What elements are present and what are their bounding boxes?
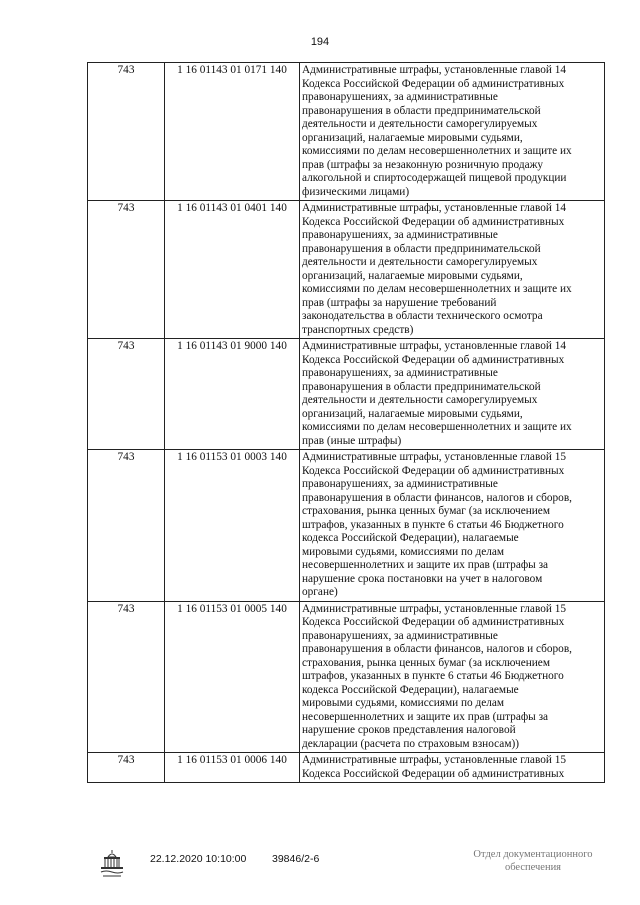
description-line: нарушение срока постановки на учет в налоговом <box>302 572 543 585</box>
kbk-code-cell: 1 16 01153 01 0005 140 <box>165 601 300 753</box>
description-line: правонарушения в области предпринимательской <box>302 104 541 117</box>
description-line: прав (штрафы за незаконную розничную продажу <box>302 158 544 171</box>
description-line: штрафов, указанных в пункте 6 статьи 46 Бюджетного <box>302 518 564 531</box>
description-line: штрафов, указанных в пункте 6 статьи 46 Бюджетного <box>302 670 564 682</box>
table-row <box>88 450 605 602</box>
department-stamp <box>448 848 618 874</box>
revenue-description-cell <box>300 201 605 339</box>
description-line: мировыми судьями, комиссиями по делам <box>302 697 505 709</box>
description-line: Административные штрафы, установленные главой 15 <box>302 602 567 615</box>
description-line: декларации (расчета по страховым взносам)) <box>302 737 519 750</box>
kbk-code-cell: 1 16 01153 01 0006 140 <box>165 753 300 783</box>
description-line: страхования, рынка ценных бумаг (за исключением <box>302 656 550 669</box>
description-line: кодекса Российской Федерации), налагаемые <box>302 532 519 544</box>
table-row <box>88 601 605 753</box>
description-line: правонарушениях, за административные <box>302 367 498 379</box>
description-line: правонарушения в области финансов, налогов и сборов, <box>302 643 572 655</box>
kbk-code-cell: 1 16 01143 01 0401 140 <box>165 201 300 339</box>
admin-code-cell: 743 <box>88 339 165 450</box>
duma-building-logo-icon <box>98 848 126 878</box>
footer-date: 22.12.2020 10:10:00 <box>150 853 247 865</box>
description-line: правонарушениях, за административные <box>302 229 498 241</box>
description-line: законодательства в области технического осмотра <box>302 310 543 322</box>
footer-document-number: 39846/2-6 <box>272 853 320 865</box>
budget-classification-table <box>87 62 605 783</box>
revenue-description-cell <box>300 601 605 753</box>
description-line: Административные штрафы, установленные главой 14 <box>302 202 567 214</box>
description-line: Административные штрафы, установленные главой 15 <box>302 754 567 766</box>
table-row <box>88 339 605 450</box>
description-line: правонарушения в области предпринимательской <box>302 242 541 255</box>
admin-code-cell: 743 <box>88 63 165 201</box>
revenue-description-cell <box>300 753 605 783</box>
description-line: Административные штрафы, установленные главой 14 <box>302 64 567 76</box>
revenue-description-cell <box>300 63 605 201</box>
revenue-description-cell <box>300 339 605 450</box>
page-footer <box>0 848 640 898</box>
description-line: правонарушения в области финансов, налогов и сборов, <box>302 491 572 504</box>
page-number: 194 <box>310 36 330 48</box>
stamp-line-2: обеспечения <box>504 862 562 873</box>
description-line: Кодекса Российской Федерации об административных <box>302 616 565 628</box>
description-line: правонарушениях, за административные <box>302 478 498 490</box>
description-line: Кодекса Российской Федерации об административных <box>302 353 565 366</box>
description-line: страхования, рынка ценных бумаг (за исключением <box>302 505 550 517</box>
description-line: организаций, налагаемые мировыми судьями, <box>302 269 523 282</box>
description-line: транспортных средств) <box>302 323 414 336</box>
table-row <box>88 753 605 783</box>
description-line: правонарушениях, за административные <box>302 629 498 642</box>
admin-code-cell: 743 <box>88 201 165 339</box>
description-line: Кодекса Российской Федерации об административных <box>302 464 565 477</box>
description-line: правонарушения в области предпринимательской <box>302 380 541 393</box>
description-line: Административные штрафы, установленные главой 14 <box>302 340 567 352</box>
description-line: нарушение сроков представления налоговой <box>302 724 516 736</box>
description-line: деятельности и деятельности саморегулируемых <box>302 394 538 406</box>
kbk-code-cell: 1 16 01143 01 0171 140 <box>165 63 300 201</box>
description-line: органе) <box>302 586 338 598</box>
description-line: организаций, налагаемые мировыми судьями, <box>302 131 523 144</box>
description-line: прав (иные штрафы) <box>302 434 402 447</box>
description-line: Административные штрафы, установленные главой 15 <box>302 451 567 463</box>
description-line: прав (штрафы за нарушение требований <box>302 296 497 309</box>
admin-code-cell: 743 <box>88 753 165 783</box>
description-line: организаций, налагаемые мировыми судьями, <box>302 407 523 420</box>
table-row <box>88 63 605 201</box>
description-line: несовершеннолетних и защите их прав (штрафы за <box>302 710 549 723</box>
description-line: Кодекса Российской Федерации об административных <box>302 77 565 90</box>
description-line: комиссиями по делам несовершеннолетних и защите их <box>302 283 572 295</box>
revenue-description-cell <box>300 450 605 602</box>
description-line: комиссиями по делам несовершеннолетних и защите их <box>302 421 572 433</box>
stamp-line-1: Отдел документационного <box>473 849 593 860</box>
description-line: деятельности и деятельности саморегулируемых <box>302 256 538 268</box>
description-line: физическими лицами) <box>302 185 410 198</box>
table-row <box>88 201 605 339</box>
admin-code-cell: 743 <box>88 601 165 753</box>
description-line: Кодекса Российской Федерации об административных <box>302 215 565 228</box>
description-line: комиссиями по делам несовершеннолетних и защите их <box>302 145 572 157</box>
description-line: деятельности и деятельности саморегулируемых <box>302 118 538 130</box>
description-line: правонарушениях, за административные <box>302 91 498 103</box>
description-line: мировыми судьями, комиссиями по делам <box>302 545 505 558</box>
description-line: алкогольной и спиртосодержащей пищевой продукции <box>302 172 567 184</box>
description-line: кодекса Российской Федерации), налагаемые <box>302 683 519 696</box>
kbk-code-cell: 1 16 01143 01 9000 140 <box>165 339 300 450</box>
description-line: несовершеннолетних и защите их прав (штрафы за <box>302 559 549 571</box>
kbk-code-cell: 1 16 01153 01 0003 140 <box>165 450 300 602</box>
admin-code-cell: 743 <box>88 450 165 602</box>
description-line: Кодекса Российской Федерации об административных <box>302 767 565 780</box>
